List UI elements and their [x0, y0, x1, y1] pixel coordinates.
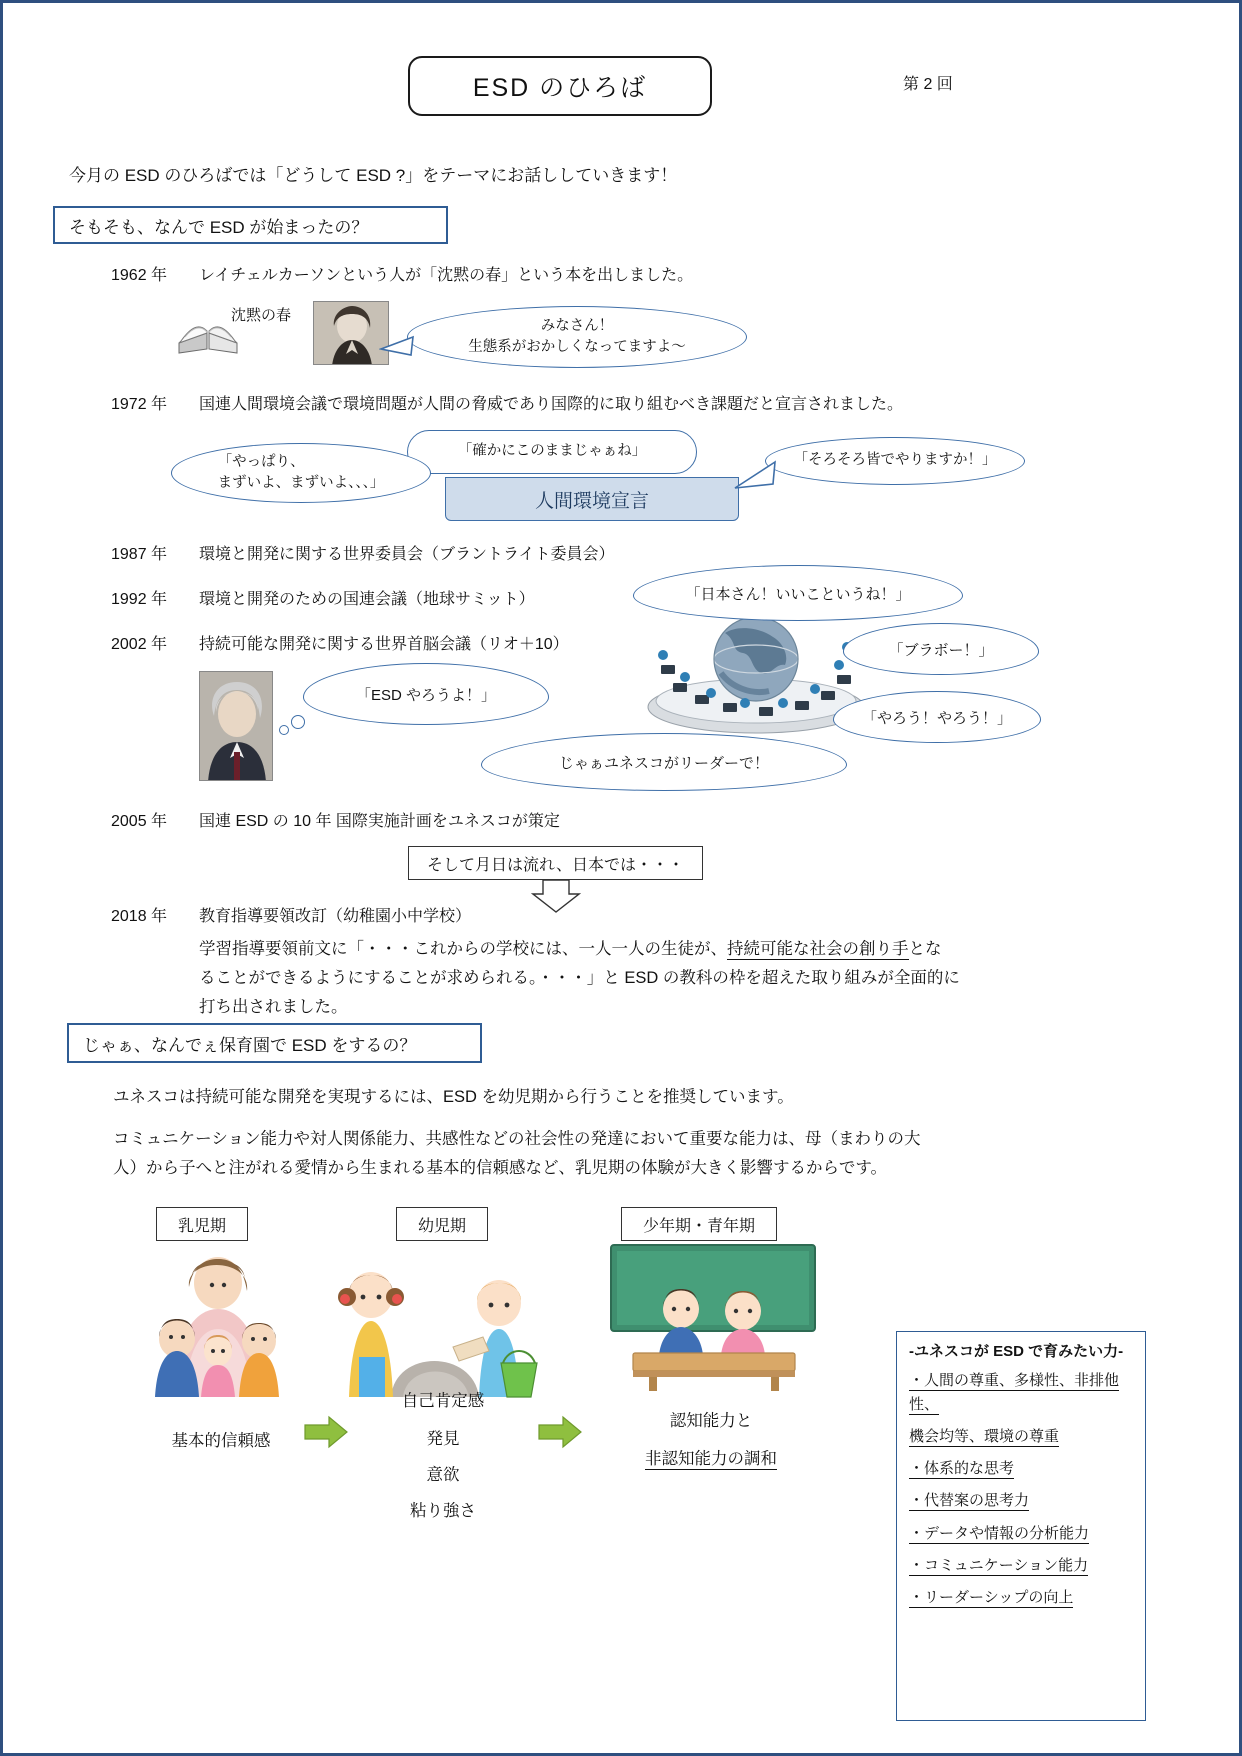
curriculum-paragraph-part1: 学習指導要領前文に「・・・これからの学校には、一人一人の生徒が、 [199, 940, 727, 958]
stage-label-youth-text: 少年期・青年期 [642, 1217, 755, 1235]
timeline-year-1972: 1972 年 [111, 396, 168, 413]
rachel-carson-photo [313, 301, 389, 365]
speech-bubble-tashikani-text: 「確かにこのままじゃぁね」 [457, 443, 647, 460]
timeline-year-2002: 2002 年 [111, 636, 168, 653]
thought-bubble-unesco-leader [481, 733, 847, 791]
speech-bubble-carson-line2: 生態系がおかしくなってますよ〜 [468, 339, 686, 355]
communication-paragraph-line2: 人）から子へと注がれる愛情から生まれる基本的信頼感など、乳児期の体験が大きく影響するからです。 [113, 1158, 888, 1177]
stage-label-early-childhood-text: 幼児期 [417, 1217, 466, 1235]
stage-caption-youth-2-text: 非認知能力の調和 [645, 1450, 777, 1468]
panel-item-0-text: ・人間の尊重、多様性、非排他性、 [909, 1372, 1120, 1413]
thought-bubble-nihonsan [633, 565, 963, 621]
panel-item-3 [909, 1489, 1135, 1512]
stage-label-early-childhood [396, 1207, 488, 1241]
thought-bubble-nihonsan-text: 「日本さん！いいこというね！」 [685, 585, 911, 603]
speech-bubble-carson-tail [379, 333, 415, 363]
section-heading-nursery-label: じゃぁ、なんでぇ保育園で ESD をするの？ [83, 1035, 417, 1055]
panel-item-5 [909, 1554, 1135, 1577]
stage-caption-early-3: 意欲 [426, 1466, 460, 1484]
illustration-classroom [603, 1243, 823, 1393]
timeline-event-2005: 国連 ESD の 10 年 国際実施計画をユネスコが策定 [199, 813, 560, 830]
curriculum-paragraph-line3: 打ち出されました。 [199, 997, 348, 1016]
page-content [3, 3, 1242, 1756]
thought-bubble-yarou [833, 691, 1041, 743]
speech-bubble-yappari [171, 443, 431, 503]
human-environment-declaration-banner [445, 477, 739, 521]
speech-bubble-sorosoro-tail [731, 458, 777, 500]
timeline-event-1962: レイチェルカーソンという人が「沈黙の春」という本を出しました。 [199, 267, 694, 284]
thought-dot-small [279, 725, 289, 735]
speech-bubble-yappari-line2: まずいよ、まずいよ、、、」 [217, 475, 385, 491]
timeline-event-1992: 環境と開発のための国連会議（地球サミット） [199, 591, 535, 608]
speech-bubble-sorosoro-text: 「そろそろ皆でやりますか！」 [793, 452, 997, 469]
thought-bubble-esd-yarouyo [303, 663, 549, 725]
arrow-right-icon-2 [537, 1415, 583, 1449]
timeline-year-1987: 1987 年 [111, 546, 168, 563]
panel-item-6 [909, 1586, 1135, 1609]
curriculum-paragraph-line2: ることができるようにすることが求められる。・・・」と ESD の教科の枠を超えた取り組みが全面的に [199, 968, 960, 987]
page-title-text: ESD のひろば [472, 74, 648, 102]
speech-bubble-yappari-line1: 「やっぱり、 [217, 453, 305, 470]
unesco-paragraph: ユネスコは持続可能な開発を実現するには、ESD を幼児期から行うことを推奨しています。 [113, 1088, 794, 1106]
time-passes-box [408, 846, 703, 880]
panel-item-4-text: ・データや情報の分析能力 [909, 1524, 1090, 1542]
panel-item-6-text: ・リーダーシップの向上 [909, 1589, 1074, 1606]
stage-label-infancy [156, 1207, 248, 1241]
speech-bubble-carson-line1: みなさん！ [540, 317, 614, 334]
communication-paragraph-line1: コミュニケーション能力や対人関係能力、共感性などの社会性の発達において重要な能力は、母（まわりの大 [113, 1130, 921, 1148]
thought-bubble-bravo [843, 623, 1039, 675]
speech-bubble-tashikani [407, 430, 697, 474]
panel-item-5-text: ・コミュニケーション能力 [909, 1556, 1089, 1574]
arrow-right-icon-1 [303, 1415, 349, 1449]
thought-bubble-yarou-text: 「やろう！やろう！」 [861, 709, 1012, 727]
illustration-mother-children [133, 1247, 303, 1397]
stage-label-youth [621, 1207, 777, 1241]
panel-title: -ユネスコが ESD で育みたい力- [909, 1343, 1124, 1360]
thought-bubble-unesco-leader-text: じゃぁユネスコがリーダーで！ [558, 754, 769, 772]
panel-item-2-text: ・体系的な思考 [909, 1460, 1015, 1477]
speech-bubble-sorosoro [765, 437, 1025, 485]
timeline-year-1992: 1992 年 [111, 591, 168, 608]
panel-item-4 [909, 1522, 1135, 1545]
section-heading-origin [53, 206, 448, 244]
panel-list [909, 1369, 1135, 1609]
stage-caption-youth-1: 認知能力と [669, 1412, 753, 1430]
illustration-children-sandbox [333, 1251, 543, 1401]
thought-bubble-esd-yarouyo-text: 「ESD やろうよ！」 [355, 686, 496, 704]
timeline-year-2018: 2018 年 [111, 908, 168, 925]
time-passes-text: そして月日は流れ、日本では・・・ [427, 856, 684, 874]
timeline-year-2005: 2005 年 [111, 813, 168, 830]
page-title [408, 56, 712, 116]
intro-text: 今月の ESD のひろばでは「どうして ESD ?」をテーマにお話ししていきます！ [69, 166, 678, 185]
timeline-event-1987: 環境と開発に関する世界委員会（ブラントライト委員会） [199, 546, 615, 563]
panel-item-1 [909, 1425, 1135, 1448]
timeline-event-1972: 国連人間環境会議で環境問題が人間の脅威であり国際的に取り組むべき課題だと宣言されました。 [199, 396, 904, 413]
panel-item-1-text: 機会均等、環境の尊重 [909, 1427, 1060, 1445]
thought-bubble-bravo-text: 「ブラボー！」 [888, 641, 994, 659]
timeline-year-1962: 1962 年 [111, 267, 168, 284]
panel-item-3-text: ・代替案の思考力 [909, 1492, 1030, 1510]
section-heading-nursery [67, 1023, 482, 1063]
speech-bubble-carson [407, 306, 747, 368]
unesco-competencies-panel [896, 1331, 1146, 1721]
curriculum-paragraph-underlined: 持続可能な社会の創り手 [727, 940, 909, 958]
down-arrow-icon [531, 880, 581, 914]
communication-paragraph [113, 1125, 1063, 1183]
issue-number: 第 2 回 [903, 76, 953, 93]
curriculum-paragraph-part2: とな [908, 940, 942, 958]
declaration-banner-label: 人間環境宣言 [534, 490, 649, 512]
timeline-event-2018: 教育指導要領改訂（幼稚園小中学校） [199, 908, 472, 925]
panel-item-2 [909, 1457, 1135, 1480]
politician-photo [199, 671, 273, 781]
stage-label-infancy-text: 乳児期 [177, 1217, 226, 1235]
curriculum-paragraph [199, 935, 1059, 1022]
stage-caption-youth-2 [611, 1445, 811, 1469]
stage-caption-early-1: 自己肯定感 [401, 1392, 485, 1410]
stage-caption-early-2: 発見 [426, 1430, 460, 1448]
stage-caption-early-4: 粘り強さ [410, 1502, 476, 1520]
panel-item-0 [909, 1369, 1135, 1416]
thought-dot-large [291, 715, 305, 729]
open-book-icon [177, 303, 239, 355]
stage-caption-infancy: 基本的信頼感 [171, 1432, 271, 1450]
section-heading-origin-label: そもそも、なんで ESD が始まったの？ [69, 217, 369, 237]
book-caption: 沈黙の春 [231, 307, 292, 324]
timeline-event-2002: 持続可能な開発に関する世界首脳会議（リオ＋10） [199, 636, 569, 653]
